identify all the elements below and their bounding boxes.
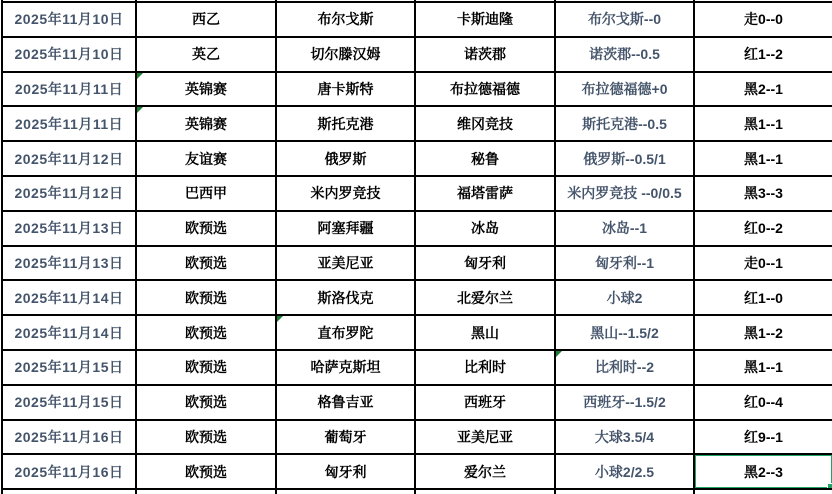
cell-handicap[interactable] (555, 420, 694, 455)
result-text: 红9--1 (744, 428, 783, 445)
cell-date[interactable] (2, 72, 136, 107)
away-team-text: 西班牙 (464, 394, 506, 411)
league-text: 欧预选 (185, 394, 227, 411)
cell-home-team[interactable] (276, 2, 415, 37)
home-team-text: 直布罗陀 (317, 324, 374, 341)
cell-away-team[interactable] (415, 315, 555, 350)
cell-handicap[interactable] (555, 454, 694, 489)
cell-result[interactable] (694, 350, 832, 385)
cell-league[interactable] (136, 106, 276, 141)
handicap-text: 冰岛--1 (601, 220, 648, 237)
cell-home-team[interactable] (276, 246, 415, 281)
handicap-text: 大球3.5/4 (594, 428, 655, 445)
cell-date[interactable] (2, 176, 136, 211)
cell-away-team[interactable] (415, 106, 555, 141)
cell-result[interactable] (694, 280, 832, 315)
league-text: 英锦赛 (185, 115, 227, 132)
date-text: 2025年11月16日 (14, 463, 124, 480)
cell-result[interactable] (694, 454, 832, 489)
cell-league[interactable] (136, 141, 276, 176)
cell-away-team[interactable] (415, 141, 555, 176)
date-text: 2025年11月10日 (14, 11, 124, 28)
cell-league[interactable] (136, 385, 276, 420)
cell-handicap[interactable] (555, 315, 694, 350)
cell-league[interactable] (136, 211, 276, 246)
home-team-text: 匈牙利 (324, 463, 367, 480)
flag-triangle-icon (556, 351, 562, 357)
cell-away-team[interactable] (415, 246, 555, 281)
league-text: 友谊赛 (185, 150, 227, 167)
match-table (1, 0, 832, 494)
date-text: 2025年11月12日 (14, 185, 124, 202)
cell-result[interactable] (694, 246, 832, 281)
date-text: 2025年11月10日 (14, 46, 124, 63)
cell-home-team[interactable] (276, 211, 415, 246)
partial-cell (136, 489, 276, 494)
cell-league[interactable] (136, 350, 276, 385)
cell-league[interactable] (136, 246, 276, 281)
table-row (2, 37, 832, 72)
cell-home-team[interactable] (276, 350, 415, 385)
cell-result[interactable] (694, 72, 832, 107)
league-text: 欧预选 (185, 359, 227, 376)
table-row (2, 211, 832, 246)
cell-league[interactable] (136, 176, 276, 211)
table-row (2, 454, 832, 489)
home-team-text: 亚美尼亚 (317, 254, 374, 271)
table-row (2, 176, 832, 211)
result-text: 黑1--2 (744, 324, 783, 341)
cell-handicap[interactable] (555, 2, 694, 37)
handicap-text: 小球2 (606, 289, 643, 306)
cell-league[interactable] (136, 37, 276, 72)
cell-handicap[interactable] (555, 106, 694, 141)
cell-date[interactable] (2, 141, 136, 176)
cell-away-team[interactable] (415, 420, 555, 455)
away-team-text: 诺茨郡 (464, 46, 506, 63)
home-team-text: 唐卡斯特 (317, 80, 374, 97)
partial-cell (694, 489, 832, 494)
date-text: 2025年11月16日 (14, 428, 124, 445)
home-team-text: 葡萄牙 (324, 428, 367, 445)
cell-date[interactable] (2, 211, 136, 246)
cell-league[interactable] (136, 2, 276, 37)
cell-handicap[interactable] (555, 246, 694, 281)
league-text: 欧预选 (185, 463, 227, 480)
cell-away-team[interactable] (415, 454, 555, 489)
result-text: 黑1--1 (744, 115, 783, 132)
home-team-text: 格鲁吉亚 (317, 394, 374, 411)
cell-result[interactable] (694, 420, 832, 455)
date-text: 2025年11月12日 (14, 150, 124, 167)
table-row (2, 420, 832, 455)
handicap-text: 小球2/2.5 (594, 463, 655, 480)
cell-date[interactable] (2, 246, 136, 281)
home-team-text: 阿塞拜疆 (317, 220, 374, 237)
league-text: 欧预选 (185, 289, 227, 306)
home-team-text: 米内罗竞技 (310, 185, 381, 202)
league-text: 英乙 (192, 46, 220, 63)
result-text: 黑1--1 (744, 359, 783, 376)
partial-cell (415, 489, 555, 494)
cell-date[interactable] (2, 106, 136, 141)
cell-away-team[interactable] (415, 37, 555, 72)
handicap-text: 布尔戈斯--0 (587, 11, 662, 28)
date-text: 2025年11月15日 (14, 359, 124, 376)
away-team-text: 爱尔兰 (464, 463, 506, 480)
cell-date[interactable] (2, 454, 136, 489)
cell-handicap[interactable] (555, 72, 694, 107)
home-team-text: 切尔滕汉姆 (310, 46, 381, 63)
table-row (2, 72, 832, 107)
table-row (2, 315, 832, 350)
result-text: 黑3--3 (744, 185, 783, 202)
cell-home-team[interactable] (276, 37, 415, 72)
handicap-text: 黑山--1.5/2 (590, 324, 659, 341)
flag-triangle-icon (137, 73, 143, 79)
cell-result[interactable] (694, 176, 832, 211)
table-row (2, 280, 832, 315)
date-text: 2025年11月14日 (14, 289, 124, 306)
date-text: 2025年11月11日 (14, 80, 124, 97)
cell-date[interactable] (2, 2, 136, 37)
cell-home-team[interactable] (276, 176, 415, 211)
result-text: 黑1--1 (744, 150, 783, 167)
cell-league[interactable] (136, 280, 276, 315)
result-text: 红0--4 (744, 394, 783, 411)
cell-handicap[interactable] (555, 350, 694, 385)
cell-handicap[interactable] (555, 280, 694, 315)
cell-home-team[interactable] (276, 315, 415, 350)
cell-home-team[interactable] (276, 385, 415, 420)
handicap-text: 俄罗斯--0.5/1 (583, 150, 666, 167)
cell-away-team[interactable] (415, 385, 555, 420)
cell-result[interactable] (694, 2, 832, 37)
league-text: 巴西甲 (185, 185, 227, 202)
home-team-text: 斯托克港 (317, 115, 374, 132)
away-team-text: 布拉德福德 (450, 80, 520, 97)
handicap-text: 布拉德福德+0 (581, 80, 668, 97)
result-text: 走0--0 (744, 11, 783, 28)
table-row (2, 350, 832, 385)
league-text: 欧预选 (185, 324, 227, 341)
home-team-text: 哈萨克斯坦 (310, 359, 381, 376)
cell-away-team[interactable] (415, 72, 555, 107)
partial-cell (276, 489, 415, 494)
date-text: 2025年11月13日 (14, 254, 124, 271)
league-text: 西乙 (192, 11, 220, 28)
cell-result[interactable] (694, 315, 832, 350)
cell-league[interactable] (136, 454, 276, 489)
partial-row-bottom (2, 489, 832, 494)
away-team-text: 匈牙利 (464, 254, 506, 271)
cell-home-team[interactable] (276, 280, 415, 315)
date-text: 2025年11月15日 (14, 394, 124, 411)
away-team-text: 北爱尔兰 (457, 289, 513, 306)
table-row (2, 2, 832, 37)
handicap-text: 西班牙--1.5/2 (583, 394, 666, 411)
table-row (2, 246, 832, 281)
cell-result[interactable] (694, 385, 832, 420)
cell-date[interactable] (2, 37, 136, 72)
handicap-text: 诺茨郡--0.5 (589, 46, 660, 63)
result-text: 红1--0 (744, 289, 783, 306)
cell-date[interactable] (2, 350, 136, 385)
result-text: 黑2--1 (744, 80, 783, 97)
cell-home-team[interactable] (276, 141, 415, 176)
handicap-text: 米内罗竞技 --0/0.5 (567, 185, 682, 202)
away-team-text: 维冈竞技 (457, 115, 513, 132)
home-team-text: 俄罗斯 (324, 150, 367, 167)
table-row (2, 141, 832, 176)
cell-handicap[interactable] (555, 141, 694, 176)
cell-away-team[interactable] (415, 350, 555, 385)
cell-handicap[interactable] (555, 176, 694, 211)
table-body (2, 0, 832, 494)
away-team-text: 黑山 (471, 324, 499, 341)
cell-result[interactable] (694, 211, 832, 246)
cell-date[interactable] (2, 280, 136, 315)
cell-league[interactable] (136, 315, 276, 350)
away-team-text: 冰岛 (471, 220, 499, 237)
result-text: 黑2--3 (744, 463, 783, 480)
handicap-text: 比利时--2 (594, 359, 655, 376)
cell-result[interactable] (694, 141, 832, 176)
cell-date[interactable] (2, 315, 136, 350)
date-text: 2025年11月14日 (14, 324, 124, 341)
flag-triangle-icon (137, 107, 143, 113)
date-text: 2025年11月13日 (14, 220, 124, 237)
cell-away-team[interactable] (415, 211, 555, 246)
league-text: 英锦赛 (185, 80, 227, 97)
away-team-text: 福塔雷萨 (457, 185, 513, 202)
partial-cell (2, 489, 136, 494)
home-team-text: 斯洛伐克 (317, 289, 374, 306)
cell-away-team[interactable] (415, 2, 555, 37)
date-text: 2025年11月11日 (14, 115, 124, 132)
league-text: 欧预选 (185, 254, 227, 271)
result-text: 红0--2 (744, 220, 783, 237)
flag-triangle-icon (277, 316, 283, 322)
league-text: 欧预选 (185, 220, 227, 237)
cell-handicap[interactable] (555, 385, 694, 420)
cell-home-team[interactable] (276, 106, 415, 141)
cell-league[interactable] (136, 72, 276, 107)
cell-home-team[interactable] (276, 72, 415, 107)
partial-cell (555, 489, 694, 494)
cell-away-team[interactable] (415, 176, 555, 211)
league-text: 欧预选 (185, 428, 227, 445)
cell-away-team[interactable] (415, 280, 555, 315)
away-team-text: 比利时 (464, 359, 506, 376)
handicap-text: 匈牙利--1 (594, 254, 655, 271)
cell-home-team[interactable] (276, 454, 415, 489)
cell-handicap[interactable] (555, 37, 694, 72)
cell-date[interactable] (2, 385, 136, 420)
home-team-text: 布尔戈斯 (317, 11, 374, 28)
cell-handicap[interactable] (555, 211, 694, 246)
table-row (2, 106, 832, 141)
result-text: 红1--2 (744, 46, 783, 63)
cell-date[interactable] (2, 420, 136, 455)
away-team-text: 秘鲁 (471, 150, 499, 167)
cell-result[interactable] (694, 37, 832, 72)
away-team-text: 亚美尼亚 (457, 428, 513, 445)
cell-result[interactable] (694, 106, 832, 141)
cell-league[interactable] (136, 420, 276, 455)
handicap-text: 斯托克港--0.5 (582, 115, 667, 132)
table-row (2, 385, 832, 420)
result-text: 走0--1 (744, 254, 783, 271)
away-team-text: 卡斯迪隆 (457, 11, 513, 28)
cell-home-team[interactable] (276, 420, 415, 455)
